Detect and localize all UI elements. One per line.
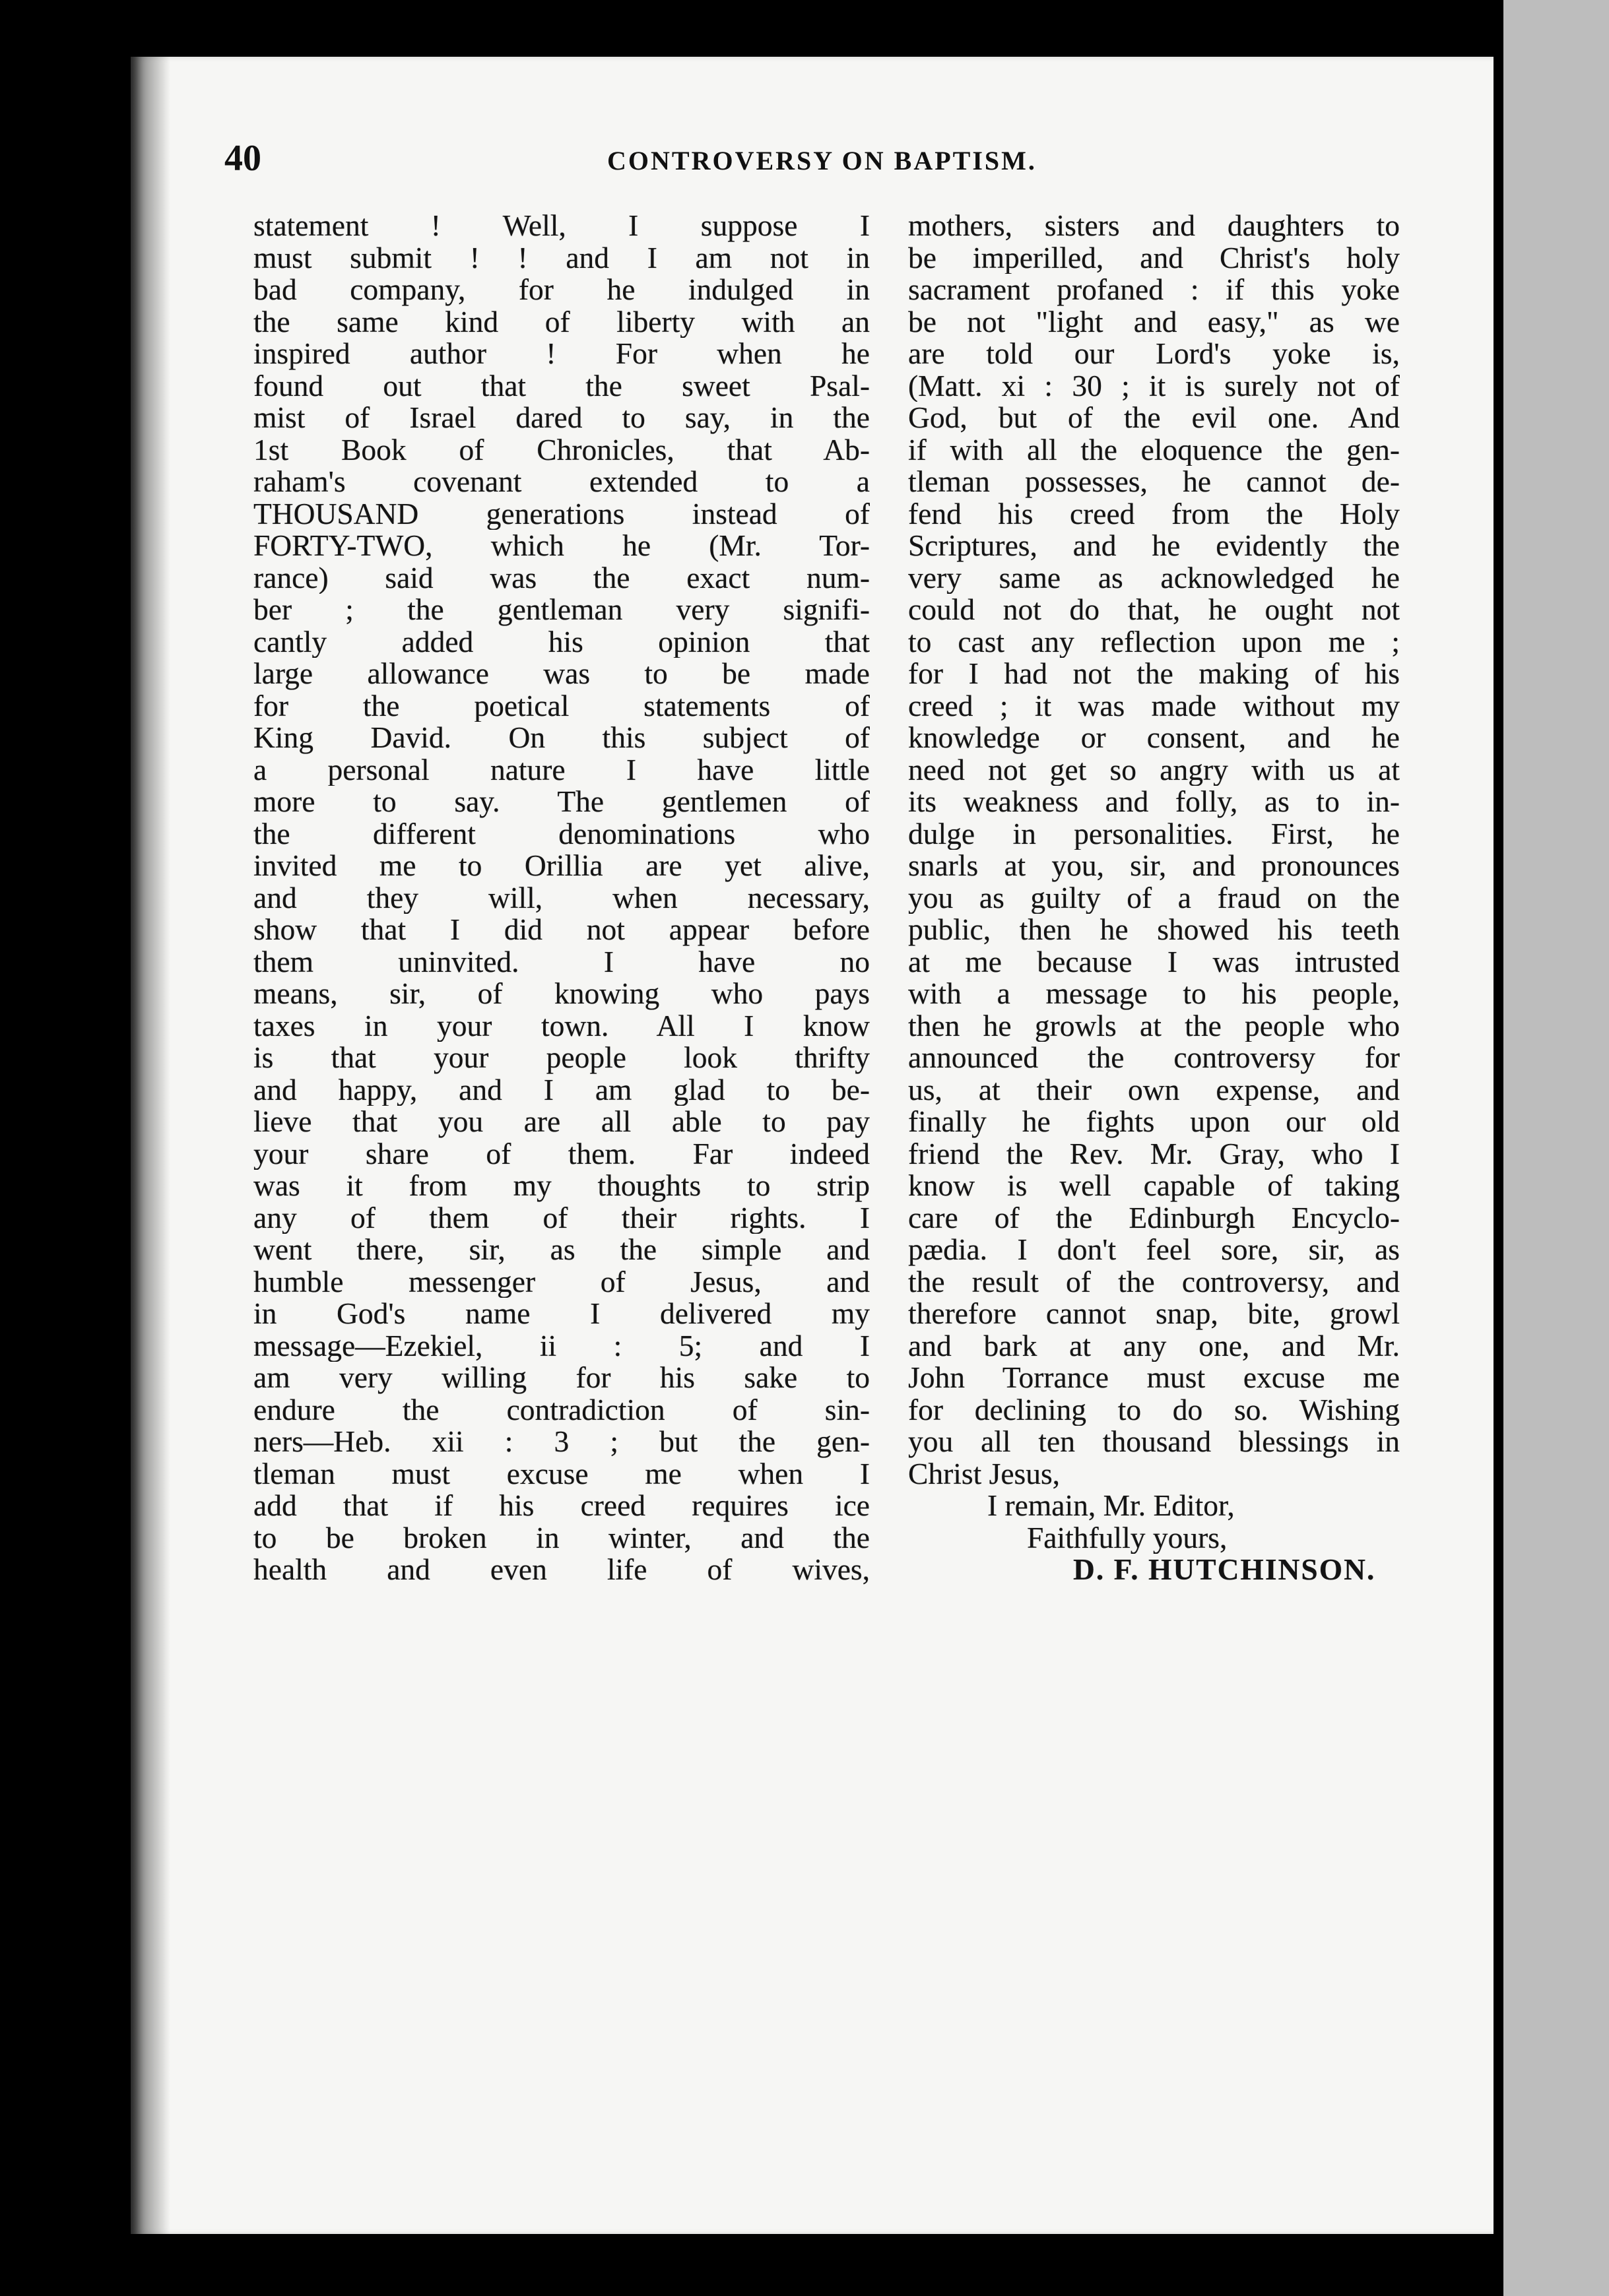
- text-line: must submit ! ! and I am not in: [253, 241, 870, 274]
- text-line: be imperilled, and Christ's holy: [908, 241, 1400, 274]
- text-line: cantly added his opinion that: [253, 625, 870, 658]
- text-line: them uninvited. I have no: [253, 945, 870, 978]
- text-line: and happy, and I am glad to be-: [253, 1073, 870, 1106]
- binding-shadow: [131, 57, 170, 2234]
- text-line: any of them of their rights. I: [253, 1201, 870, 1234]
- text-line: lieve that you are all able to pay: [253, 1106, 870, 1138]
- left-text-column: [253, 210, 870, 1586]
- text-line: care of the Edinburgh Encyclo-: [908, 1201, 1400, 1234]
- text-line: tleman possesses, he cannot de-: [908, 466, 1400, 498]
- text-line: King David. On this subject of: [253, 722, 870, 754]
- text-line: found out that the sweet Psal-: [253, 369, 870, 402]
- text-line: is that your people look thrifty: [253, 1042, 870, 1074]
- text-line: in God's name I delivered my: [253, 1298, 870, 1330]
- text-line: and they will, when necessary,: [253, 881, 870, 914]
- text-line: and bark at any one, and Mr.: [908, 1329, 1400, 1362]
- text-line: THOUSAND generations instead of: [253, 497, 870, 530]
- text-line: know is well capable of taking: [908, 1170, 1400, 1202]
- text-line: went there, sir, as the simple and: [253, 1234, 870, 1266]
- text-line: a personal nature I have little: [253, 753, 870, 786]
- text-line: I remain, Mr. Editor,: [987, 1490, 1235, 1522]
- text-line: (Matt. xi : 30 ; it is surely not of: [908, 369, 1400, 402]
- text-line: D. F. HUTCHINSON.: [1073, 1554, 1376, 1586]
- text-line: us, at their own expense, and: [908, 1073, 1400, 1106]
- text-line: pædia. I don't feel sore, sir, as: [908, 1234, 1400, 1266]
- text-line: was it from my thoughts to strip: [253, 1170, 870, 1202]
- text-line: am very willing for his sake to: [253, 1362, 870, 1394]
- text-line: raham's covenant extended to a: [253, 466, 870, 498]
- text-line: knowledge or consent, and he: [908, 722, 1400, 754]
- text-line: to be broken in winter, and the: [253, 1521, 870, 1554]
- text-line: for I had not the making of his: [908, 658, 1400, 690]
- text-line: finally he fights upon our old: [908, 1106, 1400, 1138]
- text-line: 1st Book of Chronicles, that Ab-: [253, 433, 870, 466]
- text-line: God, but of the evil one. And: [908, 402, 1400, 434]
- text-line: creed ; it was made without my: [908, 689, 1400, 722]
- text-line: Christ Jesus,: [908, 1457, 1061, 1490]
- text-line: your share of them. Far indeed: [253, 1137, 870, 1170]
- text-line: mist of Israel dared to say, in the: [253, 402, 870, 434]
- text-line: FORTY-TWO, which he (Mr. Tor-: [253, 530, 870, 562]
- text-line: ber ; the gentleman very signifi-: [253, 594, 870, 626]
- text-line: tleman must excuse me when I: [253, 1457, 870, 1490]
- text-line: for declining to do so. Wishing: [908, 1393, 1400, 1426]
- text-line: taxes in your town. All I know: [253, 1009, 870, 1042]
- text-line: announced the controversy for: [908, 1042, 1400, 1074]
- text-line: invited me to Orillia are yet alive,: [253, 850, 870, 882]
- text-line: at me because I was intrusted: [908, 945, 1400, 978]
- text-line: then he growls at the people who: [908, 1009, 1400, 1042]
- text-line: Faithfully yours,: [1027, 1521, 1228, 1554]
- text-line: are told our Lord's yoke is,: [908, 338, 1400, 370]
- text-line: humble messenger of Jesus, and: [253, 1265, 870, 1298]
- text-line: message—Ezekiel, ii : 5; and I: [253, 1329, 870, 1362]
- text-line: its weakness and folly, as to in-: [908, 786, 1400, 818]
- text-line: bad company, for he indulged in: [253, 274, 870, 306]
- text-line: large allowance was to be made: [253, 658, 870, 690]
- text-line: public, then he showed his teeth: [908, 914, 1400, 946]
- text-line: with a message to his people,: [908, 978, 1400, 1010]
- text-line: means, sir, of knowing who pays: [253, 978, 870, 1010]
- text-line: mothers, sisters and daughters to: [908, 210, 1400, 242]
- page-number: 40: [224, 138, 261, 179]
- text-line: for the poetical statements of: [253, 689, 870, 722]
- text-line: to cast any reflection upon me ;: [908, 625, 1400, 658]
- right-text-column: [908, 210, 1400, 1586]
- text-line: the same kind of liberty with an: [253, 305, 870, 338]
- text-line: the different denominations who: [253, 817, 870, 850]
- text-line: statement ! Well, I suppose I: [253, 210, 870, 242]
- text-line: Scriptures, and he evidently the: [908, 530, 1400, 562]
- text-line: ners—Heb. xii : 3 ; but the gen-: [253, 1426, 870, 1458]
- text-line: could not do that, he ought not: [908, 594, 1400, 626]
- text-line: sacrament profaned : if this yoke: [908, 274, 1400, 306]
- text-line: more to say. The gentlemen of: [253, 786, 870, 818]
- text-line: John Torrance must excuse me: [908, 1362, 1400, 1394]
- text-line: fend his creed from the Holy: [908, 497, 1400, 530]
- text-line: if with all the eloquence the gen-: [908, 433, 1400, 466]
- running-title: CONTROVERSY ON BAPTISM.: [607, 146, 1037, 175]
- text-line: therefore cannot snap, bite, growl: [908, 1298, 1400, 1330]
- text-line: friend the Rev. Mr. Gray, who I: [908, 1137, 1400, 1170]
- text-line: show that I did not appear before: [253, 914, 870, 946]
- text-line: need not get so angry with us at: [908, 753, 1400, 786]
- text-line: very same as acknowledged he: [908, 561, 1400, 594]
- text-line: inspired author ! For when he: [253, 338, 870, 370]
- running-head: [224, 137, 1241, 190]
- scanner-background: [1503, 0, 1609, 2296]
- text-line: endure the contradiction of sin-: [253, 1393, 870, 1426]
- text-line: you as guilty of a fraud on the: [908, 881, 1400, 914]
- text-line: rance) said was the exact num-: [253, 561, 870, 594]
- text-line: health and even life of wives,: [253, 1554, 870, 1586]
- text-line: snarls at you, sir, and pronounces: [908, 850, 1400, 882]
- text-line: you all ten thousand blessings in: [908, 1426, 1400, 1458]
- text-line: the result of the controversy, and: [908, 1265, 1400, 1298]
- text-line: add that if his creed requires ice: [253, 1490, 870, 1522]
- text-line: be not "light and easy," as we: [908, 305, 1400, 338]
- text-line: dulge in personalities. First, he: [908, 817, 1400, 850]
